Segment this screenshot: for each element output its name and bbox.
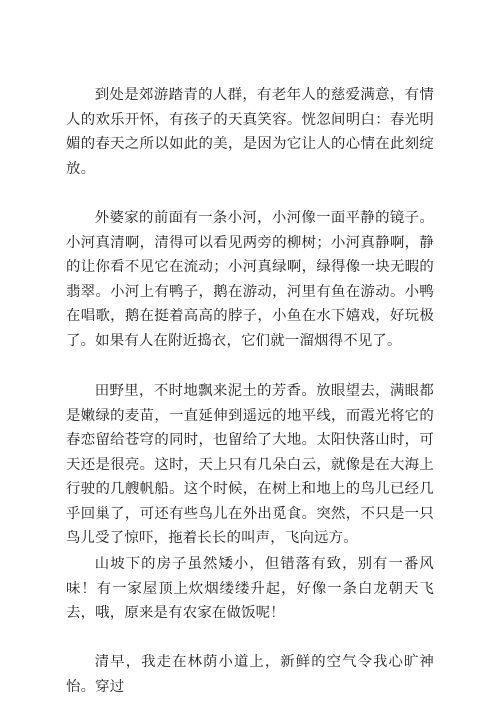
paragraph-5: 清早，我走在林荫小道上，新鲜的空气令我心旷神怡。穿过 <box>66 654 434 695</box>
paragraph-1: 到处是郊游踏青的人群，有老年人的慈爱满意，有情人的欢乐开怀，有孩子的天真笑容。恍忽间明白：春光明媚的春天之所以如此的美，是因为它让人的心情在此刻绽放。 <box>66 87 434 177</box>
paragraph-2: 外婆家的前面有一条小河，小河像一面平静的镜子。小河真清啊，清得可以看见两旁的柳树；小河真静啊，静的让你看不见它在流动；小河真绿啊，绿得像一块无暇的翡翠。小河上有鸭子，鹅在游动，河里有鱼在游动。小鸭在唱歌，鹅在挺着高高的脖子，小鱼在水下嬉戏，好玩极了。如果有人在附近捣衣，它们就一溜烟得不见了。 <box>66 210 434 349</box>
paragraph-3: 田野里，不时地飘来泥土的芳香。放眼望去，满眼都是嫩绿的麦苗，一直延伸到遥远的地平线，而霞光将它的春恋留给苍穹的同时，也留给了大地。太阳快落山时，可天还是很亮。这时，天上只有几朵白云，就像是在大海上行驶的几艘帆船。这个时候，在树上和地上的鸟儿已经几乎回巢了，可还有些鸟儿在外出觅食。突然，不只是一只鸟儿受了惊吓，拖着长长的叫声，飞向远方。 <box>66 383 434 546</box>
paragraph-4: 山坡下的房子虽然矮小，但错落有致，别有一番风味！有一家屋顶上炊烟缕缕升起，好像一条白龙朝天飞去，哦，原来是有农家在做饭呢！ <box>66 556 434 621</box>
